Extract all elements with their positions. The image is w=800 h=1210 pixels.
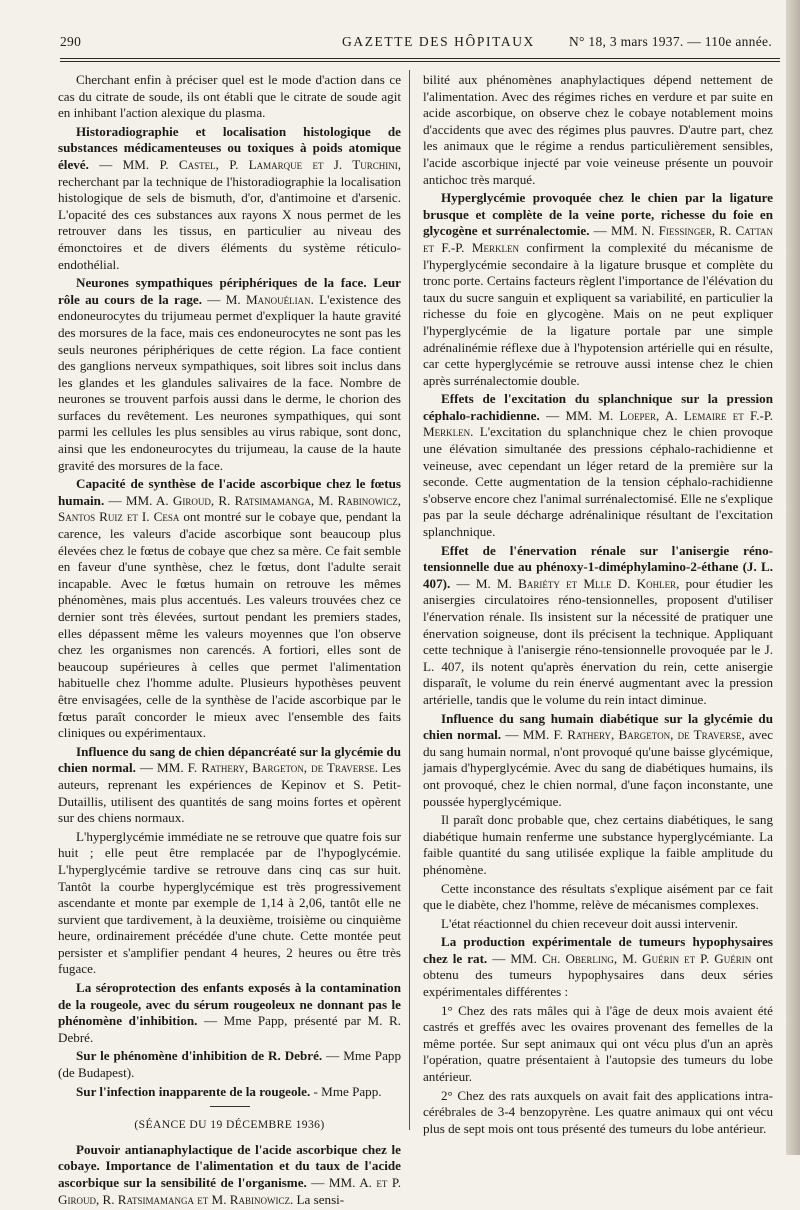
paragraph: Il paraît donc probable que, chez certains diabétiques, le sang diabétique humain renferme une substance hyperglycémiante. La faible quantité du sang utilisée explique la faible amplitude du phénomène.	[423, 812, 773, 877]
article-entry: Historadiographie et localisation histologique de substances médicamenteuses ou toxiques à poids atomique élevé. — MM. P. Castel, P. Lamarque et J. Turchini, recherchant par la technique de l'historadiographie la localisation histologique de sels de bismuth, d'or, d'antimoine et d'arsenic. L'opacité des ces substances aux rayons X nous permet de les retrouver dans les tissus, en particulier au niveau des émonctoires et de divers éléments du système réticulo-endothélial.	[58, 123, 402, 272]
article-authors: M. Manouélian.	[225, 291, 314, 307]
paragraph: L'hyperglycémie immédiate ne se retrouve que quatre fois sur huit ; elle peut être remplacée par de l'hypoglycémie. L'hyperglycémie tardive se retrouve dans cinq cas sur huit. Tantôt la courbe hyperglycémique est très progressivement ascendante et monte par exemple de 1,14 à 2,06, tantôt elle ne survient que tardivement, à la deuxième, troisième ou cinquième heure, ordinairement précédée d'une chute. Cette montée peut persister et s'amplifier pendant 4 heures, 2 heures ou être très fugace.	[58, 828, 401, 977]
article-text: L'excitation du splanchnique chez le chien provoque une élévation simultanée des pressions céphalo-rachidienne et veineuse, avec cependant un léger retard de la première sur la seconde. Cette augmentation de la tension céphalo-rachidienne s'observe encore chez l'animal surrénalectomisé. Elle ne s'explique pas par la seule décharge adrénalinique résultant de l'excitation splanchnique.	[423, 424, 773, 540]
article-entry: Effets de l'excitation du splanchnique sur la pression céphalo-rachidienne. — MM. M. Loeper, A. Lemaire et F.-P. Merklen. L'excitation du splanchnique chez le chien provoque une élévation simultanée des pressions céphalo-rachidienne et veineuse, avec cependant un léger retard de la première sur la seconde. Cette augmentation de la tension céphalo-rachidienne s'observe encore chez l'animal surrénalectomisé. Elle ne s'explique pas par la seule décharge adrénalinique résultant de l'excitation splanchnique.	[423, 391, 774, 540]
paragraph: Cherchant enfin à préciser quel est le mode d'action dans ce cas du citrate de soude, ils ont établi que le citrate de soude agit en inhibant l'action alexique du plasma.	[58, 72, 401, 121]
article-entry: Pouvoir antianaphylactique de l'acide ascorbique chez le cobaye. Importance de l'alimentation et du taux de l'acide ascorbique sur la sensibilité de l'organisme. — MM. A. et P. Giroud, R. Ratsimamanga et M. Rabinowicz. La sensi-	[58, 1141, 402, 1207]
article-authors: MM. A. Giroud, R. Ratsimamanga, M. Rabinowicz, Santos Ruiz et I. Cesa	[58, 492, 402, 525]
article-authors: Mme Papp (de Budapest).	[58, 1048, 401, 1081]
paragraph: 1° Chez des rats mâles qui à l'âge de deux mois avaient été castrés et greffés avec les ovaires provenant des femelles de la même portée. Sur sept animaux qui ont vécu plus d'un an après l'opération, quatre présentaient à l'autopsie des tumeurs du lobe antérieur.	[423, 1002, 773, 1085]
article-authors: MM. N. Fiessinger, R. Cattan et F.-P. Merklen	[423, 223, 773, 255]
left-column	[58, 72, 401, 1210]
article-entry: Influence du sang de chien dépancréaté sur la glycémie du chien normal. — MM. F. Rathery, Bargeton, de Traverse. Les auteurs, reprenant les expériences de Kepinov et S. Petit-Dutaillis, utilisent des quantités de sang moins fortes et opèrent sur des chiens normaux.	[58, 743, 401, 826]
article-entry: Capacité de synthèse de l'acide ascorbique chez le fœtus humain. — MM. A. Giroud, R. Ratsimamanga, M. Rabinowicz, Santos Ruiz et I. Cesa ont montré sur le cobaye que, pendant la carence, les valeurs d'acide ascorbique sont beaucoup plus élevées chez le fœtus de cobaye que chez sa mère. Ce fait semble en faveur d'une synthèse, chez le fœtus, dont l'adulte serait incapable. Avec le fœtus humain on retrouve les mêmes phénomènes, mais plus accentués. Les valeurs trouvées chez ce dernier sont très élevées, surtout pendant les premiers stades, elles dépassent même les valeurs moyennes que l'on observe chez les organismes non carencés. A fortiori, elles sont de beaucoup supérieures à celles que permet l'alimentation habituelle chez l'homme adulte. Plusieurs hypothèses peuvent être envisagées, celle de la synthèse de l'acide ascorbique par le fœtus paraît concorder le mieux avec l'ensemble des faits cliniques ou expérimentaux.	[58, 476, 402, 741]
page-edge	[786, 0, 800, 1155]
article-authors: MM. F. Rathery, Bargeton, de Traverse.	[157, 760, 379, 776]
article-text: recherchant par la technique de l'historadiographie la localisation histologique de sels de bismuth, d'or, d'antimoine et d'arsenic. L'opacité des ces substances aux rayons X nous permet de les retrouver dans les tissus, en particulier au niveau des émonctoires et de divers éléments du système réticulo-endothélial.	[58, 173, 401, 272]
article-title: Historadiographie et localisation histologique de substances médicamenteuses ou toxiques à poids atomique élevé.	[58, 123, 401, 172]
article-authors: MM. Ch. Oberling, M. Guérin et P. Guérin	[510, 950, 752, 966]
article-text: confirment la complexité du mécanisme de l'hyperglycémie secondaire à la ligature brusque et complète du tronc porte. Certains facteurs règlent l'importance de l'élévation du taux du sucre sanguin et expliquent sa variabilité, en particulier la richesse du foie en glycogène. Mais on ne peut expliquer l'hyperglycémie de la ligature portale par une simple adrénalinémie réflexe due à l'hypotension artérielle qui en résulte, car cette hyperglycémie se retrouve aussi intense chez le chien après surrénalectomie double.	[423, 239, 773, 388]
article-authors: M. M. Bariéty et Mlle D. Kohler,	[475, 575, 680, 591]
article-title: Influence du sang humain diabétique sur la glycémie du chien normal.	[423, 710, 773, 743]
article-entry: Sur le phénomène d'inhibition de R. Debré. — Mme Papp (de Budapest).	[58, 1048, 401, 1081]
article-entry: La séroprotection des enfants exposés à la contamination de la rougeole, avec du sérum rougeoleux ne donnant pas le phénomène d'inhibition. — Mme Papp, présenté par M. R. Debré.	[58, 980, 401, 1045]
header-rule	[60, 58, 780, 62]
article-authors: MM. F. Rathery, Bargeton, de Traverse,	[522, 727, 745, 743]
article-authors: Mme Papp, présenté par M. R. Debré.	[58, 1013, 401, 1045]
article-text: L'existence des endoneurocytes du trijumeau permet d'expliquer la haute gravité des morsures de la face, mais ces endoneurocytes ne sont pas les seuls neurones périphériques de cette région. La face contient des ganglions nerveux sympathiques, soit libres soit inclus dans les glandes et les glandules salivaires de la face. Nombre de neurones se trouvent parfois aussi dans le derme, le chorion des surfaces du revêtement. Les neurones sympathiques, qui sont parmi les cellules les plus sensibles au virus rabique, sont donc, ainsi que les endoneurocytes du trijumeau, la cause de la haute gravité des morsures de la face.	[58, 291, 402, 473]
article-entry: Sur l'infection inapparente de la rougeole. - Mme Papp.	[76, 1083, 382, 1099]
section-rule	[210, 1106, 250, 1107]
page-header	[60, 34, 780, 56]
article-title: Capacité de synthèse de l'acide ascorbique chez le fœtus humain.	[58, 476, 401, 508]
article-entry: Influence du sang humain diabétique sur la glycémie du chien normal. — MM. F. Rathery, Bargeton, de Traverse, avec du sang humain normal, n'ont provoqué qu'une baisse glycémique, jamais d'hyperglycémie. Avec du sang de diabétiques humains, ils ont provoqué, chez le chien normal, d'une façon inconstante, une poussée hyperglycémique.	[423, 710, 774, 809]
article-entry: Effet de l'énervation rénale sur l'anisergie réno-tensionnelle due au phénoxy-1-diméphylamino-2-éthane (J. L. 407). — M. M. Bariéty et Mlle D. Kohler, pour étudier les anisergies circulatoires réno-tensionnelles, proposent d'utiliser l'énervation rénale. Ils insistent sur la nécessité de pratiquer une énervation soigneuse, dont ils précisent la technique. Appliquant cette technique à l'anisergie réno-tensionnelle provoquée par le J. L. 407, ils notent qu'après énervation du rein, cette anisergie disparaît, le volume du rein énervé augmentant avec la pression artérielle, tandis que le volume du rein intact diminue.	[423, 542, 773, 707]
column-divider	[409, 70, 410, 1130]
article-entry: Hyperglycémie provoquée chez le chien par la ligature brusque et complète de la veine porte, richesse du foie en glycogène et surrénalectomie. — MM. N. Fiessinger, R. Cattan et F.-P. Merklen confirment la complexité du mécanisme de l'hyperglycémie secondaire à la ligature brusque et complète du tronc porte. Certains facteurs règlent l'importance de l'élévation du taux du sucre sanguin et expliquent sa variabilité, en particulier la richesse du foie en glycogène. Mais on ne peut expliquer l'hyperglycémie de la ligature portale par une simple adrénalinémie réflexe due à l'hypotension artérielle qui en résulte, car cette hyperglycémie se retrouve aussi intense chez le chien après surrénalectomie double.	[423, 190, 773, 388]
article-text: La sensi-	[296, 1191, 345, 1207]
article-title: Effet de l'énervation rénale sur l'anisergie réno-tensionnelle due au phénoxy-1-diméphylamino-2-éthane (J. L. 407).	[423, 542, 773, 591]
article-text: Les auteurs, reprenant les expériences de Kepinov et S. Petit-Dutaillis, utilisent des quantités de sang moins fortes et opèrent sur des chiens normaux.	[58, 760, 401, 826]
article-title: Hyperglycémie provoquée chez le chien par la ligature brusque et complète de la veine porte, richesse du foie en glycogène et surrénalectomie.	[423, 190, 773, 239]
paragraph: Cette inconstance des résultats s'explique aisément par ce fait que le diabète, chez l'homme, relève de mécanismes complexes.	[423, 880, 773, 913]
article-text: avec du sang humain normal, n'ont provoqué qu'une baisse glycémique, jamais d'hyperglycémie. Avec du sang de diabétiques humains, ils ont provoqué, chez le chien normal, d'une façon inconstante, une poussée hyperglycémique.	[423, 727, 774, 809]
article-title: Sur l'infection inapparente de la rougeole.	[76, 1083, 311, 1099]
article-title: Influence du sang de chien dépancréaté sur la glycémie du chien normal.	[58, 743, 401, 776]
issue-info: N° 18, 3 mars 1937. — 110e année.	[568, 34, 772, 49]
paragraph: bilité aux phénomènes anaphylactiques dépend nettement de l'alimentation. Avec des régimes riches en verdure et par suite en acide ascorbique, on observe chez le cobaye notablement moins d'accidents que avec des régimes plus pauvres. D'autre part, chez les animaux que le régime a rendus particulièrement sensibles, l'acide ascorbique injecté par voie veineuse présente un pouvoir antichoc très marqué.	[423, 72, 773, 187]
page-number: 290	[60, 34, 82, 49]
article-title: Pouvoir antianaphylactique de l'acide ascorbique chez le cobaye. Importance de l'alimentation et du taux de l'acide ascorbique sur la sensibilité de l'organisme.	[58, 1141, 401, 1190]
article-authors: MM. M. Loeper, A. Lemaire et F.-P. Merklen.	[423, 407, 774, 440]
article-text: pour étudier les anisergies circulatoires réno-tensionnelles, proposent d'utiliser l'énervation rénale. Ils insistent sur la nécessité de pratiquer une énervation soigneuse, dont ils précisent la technique. Appliquant cette technique à l'anisergie réno-tensionnelle provoquée par le J. L. 407, ils notent qu'après énervation du rein, cette anisergie disparaît, le volume du rein énervé augmentant avec la pression artérielle, tandis que le volume du rein intact diminue.	[423, 575, 773, 707]
article-title: La production expérimentale de tumeurs hypophysaires chez le rat.	[423, 934, 773, 966]
article-authors: MM. P. Castel, P. Lamarque et J. Turchini,	[122, 156, 402, 172]
article-authors: Mme Papp.	[321, 1083, 382, 1099]
article-text: ont montré sur le cobaye que, pendant la carence, les valeurs d'acide ascorbique sont beaucoup plus élevées chez le fœtus de cobaye que chez sa mère. Ce fait semble en faveur d'une synthèse, chez le fœtus, dont l'adulte serait incapable. Avec le fœtus humain on retrouve les mêmes phénomènes, mais plus accentués. Les valeurs trouvées chez ce dernier sont très élevées, surtout pendant les premiers stades, elles dépassent même les valeurs moyennes que l'on observe chez les organismes non carencés. A fortiori, elles sont de beaucoup supérieures à celles que permet l'alimentation habituelle chez l'homme adulte. Plusieurs hypothèses peuvent être envisagées, celle de la synthèse de l'acide ascorbique par le fœtus paraît concorder le mieux avec l'ensemble des faits cliniques ou expérimentaux.	[58, 509, 401, 741]
article-title: Neurones sympathiques périphériques de la face. Leur rôle au cours de la rage.	[58, 275, 401, 307]
paragraph: 2° Chez des rats auxquels on avait fait des applications intra-cérébrales de 3-4 benzopyrène. Les quatre animaux qui ont vécu plus de sept mois ont tous présenté des tumeurs du lobe antérieur.	[423, 1087, 773, 1136]
seance-heading: (SÉANCE DU 19 DÉCEMBRE 1936)	[134, 1118, 325, 1132]
article-title: Sur le phénomène d'inhibition de R. Debré.	[76, 1048, 323, 1064]
article-entry: La production expérimentale de tumeurs hypophysaires chez le rat. — MM. Ch. Oberling, M. Guérin et P. Guérin ont obtenu des tumeurs hypophysaires dans deux séries expérimentales différentes :	[423, 934, 773, 1000]
journal-title: GAZETTE DES HÔPITAUX	[342, 34, 535, 49]
paragraph: L'état réactionnel du chien receveur doit aussi intervenir.	[441, 915, 738, 931]
right-column	[423, 72, 773, 1139]
article-entry: Neurones sympathiques périphériques de la face. Leur rôle au cours de la rage. — M. Manouélian. L'existence des endoneurocytes du trijumeau permet d'expliquer la haute gravité des morsures de la face, mais ces endoneurocytes ne sont pas les seuls neurones périphériques de cette région. La face contient des ganglions nerveux sympathiques, soit libres soit inclus dans les glandes et les glandules salivaires de la face. Nombre de neurones se trouvent parfois aussi dans le derme, le chorion des surfaces du revêtement. Les neurones sympathiques, qui sont parmi les cellules les plus sensibles au virus rabique, sont donc, ainsi que les endoneurocytes du trijumeau, la cause de la haute gravité des morsures de la face.	[58, 275, 402, 473]
article-authors: MM. A. et P. Giroud, R. Ratsimamanga et M. Rabinowicz.	[58, 1175, 402, 1207]
article-title: La séroprotection des enfants exposés à la contamination de la rougeole, avec du sérum rougeoleux ne donnant pas le phénomène d'inhibition.	[58, 980, 401, 1029]
article-title: Effets de l'excitation du splanchnique sur la pression céphalo-rachidienne.	[423, 391, 773, 423]
article-text: ont obtenu des tumeurs hypophysaires dans deux séries expérimentales différentes :	[423, 950, 773, 1000]
